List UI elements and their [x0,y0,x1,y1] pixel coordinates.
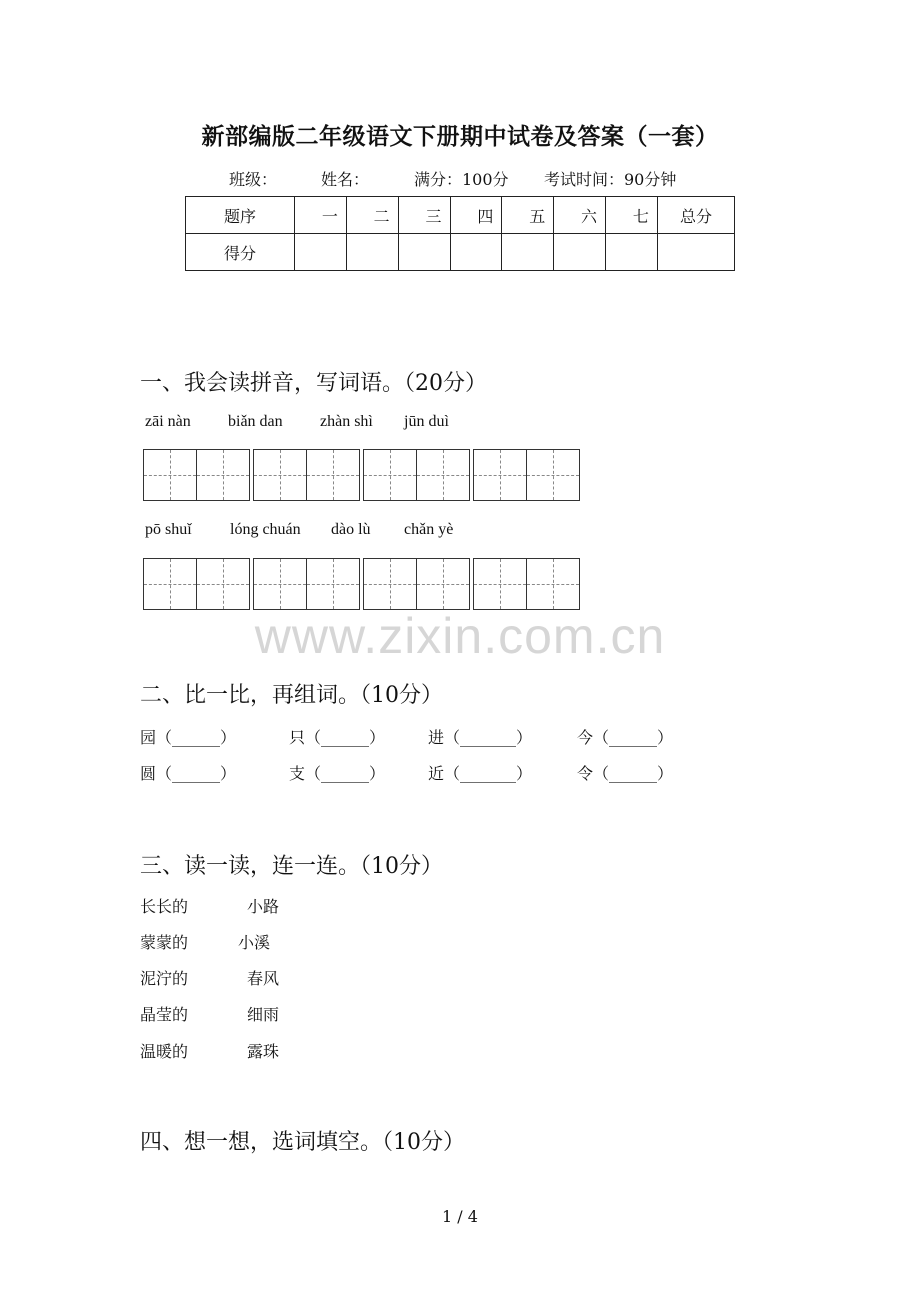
section-1-title: 一、我会读拼音，写词语。（20分） [140,371,487,396]
document-title: 新部编版二年级语文下册期中试卷及答案（一套） [201,123,719,150]
writing-grid[interactable] [253,558,360,610]
match-right-item[interactable]: 小溪 [238,933,271,952]
writing-grid[interactable] [143,558,250,610]
score-table [185,196,735,271]
score-cell [657,234,734,271]
match-right-item[interactable]: 细雨 [247,1005,280,1024]
score-table-header-label: 题序 [186,197,295,234]
writing-grid[interactable] [253,449,360,501]
match-left-item[interactable]: 晶莹的 [140,1005,189,1024]
pinyin-4: jūn duì [404,413,449,430]
writing-grid[interactable] [363,449,470,501]
page-number: 1 / 4 [442,1207,478,1226]
match-left-item[interactable]: 蒙蒙的 [140,933,189,952]
pinyin-2: biǎn dan [228,413,283,430]
class-label: 班级： [229,170,278,189]
match-right-item[interactable]: 露珠 [247,1042,280,1061]
score-table-col-1: 一 [295,197,347,234]
writing-grid[interactable] [143,449,250,501]
section-3-title: 三、读一读，连一连。（10分） [140,854,443,879]
word-blank[interactable]: 令（______） [577,764,674,783]
score-cell [606,234,658,271]
score-table-col-3: 三 [398,197,450,234]
match-right-item[interactable]: 小路 [247,897,280,916]
score-table-total-label: 总分 [657,197,734,234]
writing-grid[interactable] [473,449,580,501]
score-cell [554,234,606,271]
section-2-title: 二、比一比，再组词。（10分） [140,683,443,708]
pinyin-5: pō shuǐ [145,521,192,538]
word-blank[interactable]: 园（______） [140,728,237,747]
word-blank[interactable]: 今（______） [577,728,674,747]
exam-time: 考试时间：90分钟 [544,170,677,189]
score-table-score-row [186,234,735,271]
score-table-header-row [186,197,735,234]
pinyin-1: zāi nàn [145,413,191,430]
pinyin-7: dào lù [331,521,371,538]
pinyin-3: zhàn shì [320,413,373,430]
score-cell [346,234,398,271]
score-table-col-6: 六 [554,197,606,234]
writing-grid[interactable] [363,558,470,610]
word-blank[interactable]: 支（______） [289,764,386,783]
score-table-row-label: 得分 [186,234,295,271]
score-cell [450,234,502,271]
name-label: 姓名： [321,170,370,189]
full-score: 满分：100分 [414,170,509,189]
section-4-title: 四、想一想，选词填空。（10分） [140,1130,465,1155]
word-blank[interactable]: 只（______） [289,728,386,747]
watermark: www.zixin.com.cn [254,608,666,664]
score-table-col-7: 七 [606,197,658,234]
word-blank[interactable]: 进（_______） [428,728,533,747]
score-table-col-5: 五 [502,197,554,234]
word-blank[interactable]: 近（_______） [428,764,533,783]
score-cell [295,234,347,271]
match-left-item[interactable]: 泥泞的 [140,969,189,988]
score-cell [398,234,450,271]
pinyin-8: chǎn yè [404,521,454,538]
match-left-item[interactable]: 温暖的 [140,1042,189,1061]
writing-grid[interactable] [473,558,580,610]
match-right-item[interactable]: 春风 [247,969,280,988]
score-table-col-2: 二 [346,197,398,234]
match-left-item[interactable]: 长长的 [140,897,189,916]
score-table-col-4: 四 [450,197,502,234]
score-cell [502,234,554,271]
pinyin-6: lóng chuán [230,521,301,538]
word-blank[interactable]: 圆（______） [140,764,237,783]
